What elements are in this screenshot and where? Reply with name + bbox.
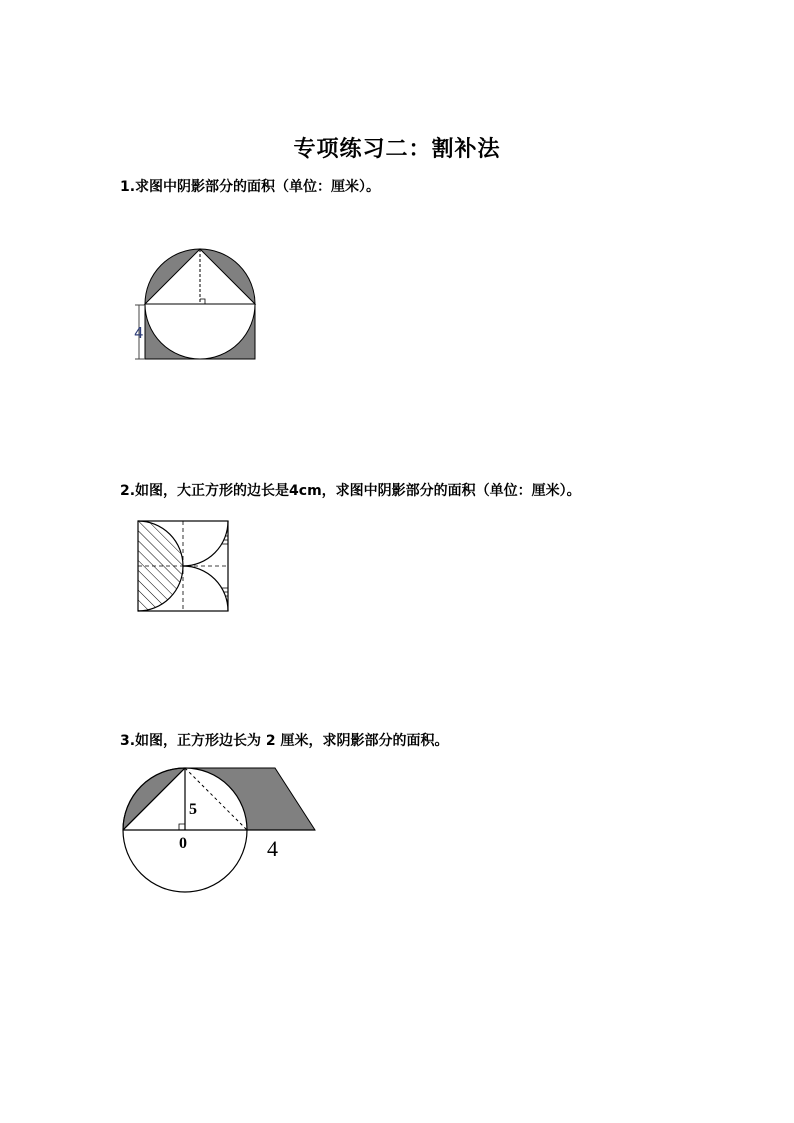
fig3-label-0: 0 [179, 835, 187, 852]
fig3-label-5: 5 [189, 801, 197, 818]
fig3-right-angle-mark [179, 824, 185, 830]
fig1-label-4: 4 [134, 324, 144, 342]
fig3-label-4: 4 [267, 836, 278, 861]
page-title: 专项练习二：割补法 [293, 137, 501, 162]
figure-3 [115, 762, 320, 897]
question-2-text: 2.如图，大正方形的边长是4cm，求图中阴影部分的面积（单位：厘米）。 [120, 483, 581, 499]
figure-2 [135, 518, 235, 616]
figure-1 [130, 245, 265, 365]
question-1-text: 1.求图中阴影部分的面积（单位：厘米）。 [120, 179, 381, 195]
question-3-text: 3.如图，正方形边长为 2 厘米，求阴影部分的面积。 [120, 733, 449, 749]
